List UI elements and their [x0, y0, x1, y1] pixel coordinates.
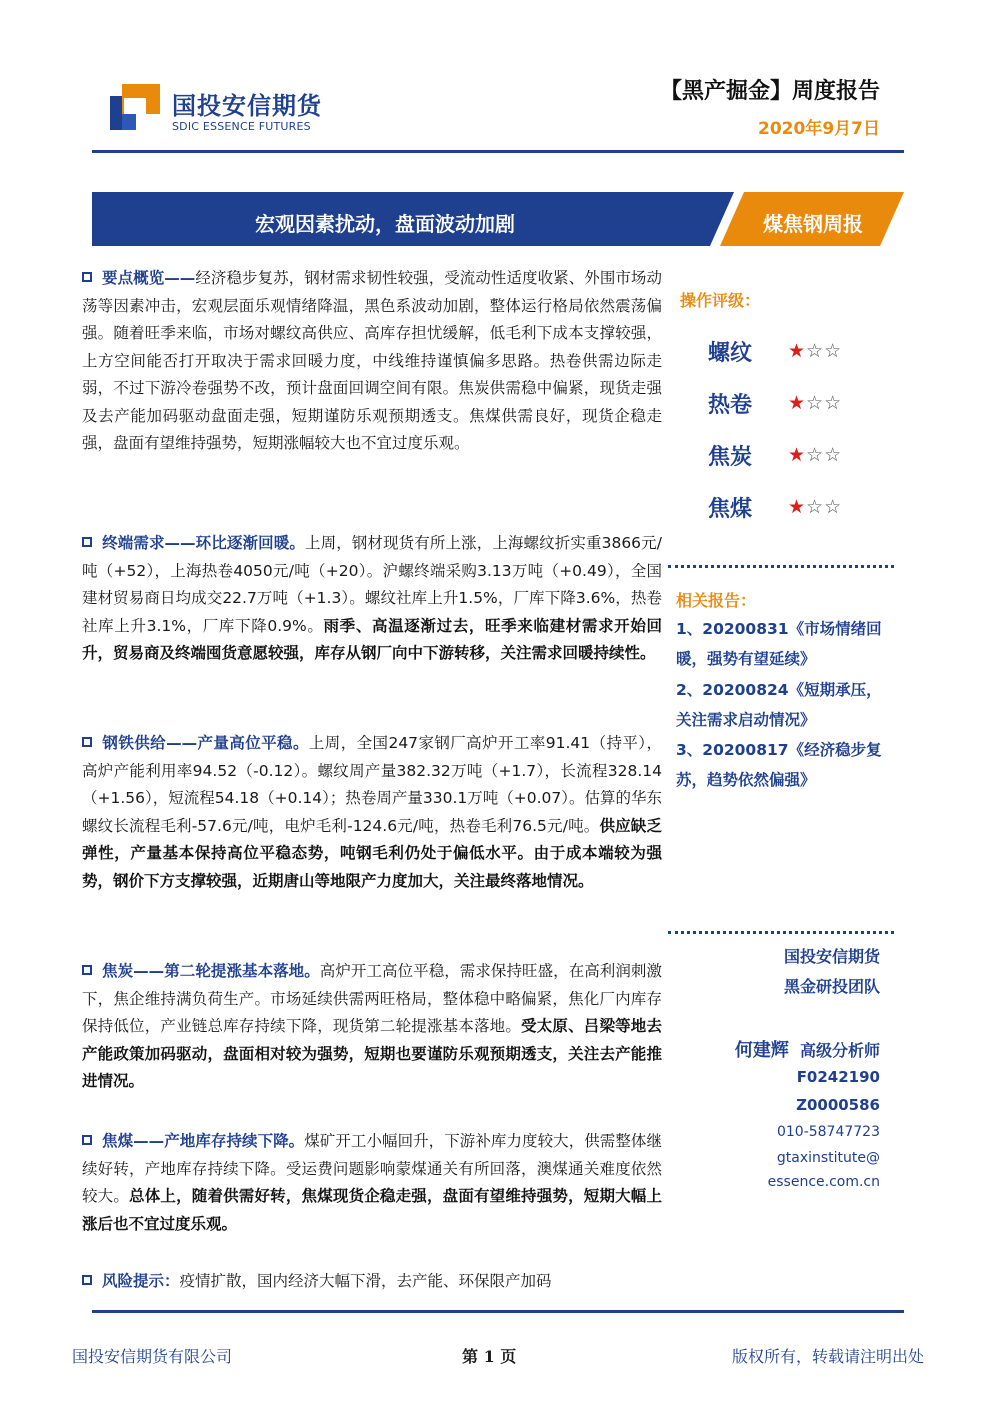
report-title: 【黑产掘金】周度报告 — [659, 79, 880, 104]
star-filled-icon: ★ — [788, 496, 807, 518]
footer-copyright: 版权所有，转载请注明出处 — [731, 1347, 924, 1366]
section-text: 上周，全国247家钢厂高炉开工率91.41（持平），高炉产能利用率94.52（-0.12）。螺纹周产量382.32万吨（+1.7），长流程328.14（+1.56），短流程54.18（+0.14）；热卷周产量330.1万吨（+0.07）。估算的华东螺纹长流程毛利-57.6元/吨，电炉毛利-124.6元/吨，热卷毛利76.5元/吨。 — [82, 734, 662, 835]
rating-stars — [788, 444, 842, 466]
sidebar-divider — [668, 565, 894, 568]
section-conclusion: 受太原、吕梁等地去产能政策加码驱动，盘面相对较为强势，短期也要谨防乐观预期透支，关注去产能推进情况。 — [82, 1017, 662, 1090]
header-divider — [92, 150, 904, 153]
sidebar-divider — [668, 931, 894, 934]
license-z: Z0000586 — [796, 1096, 880, 1114]
rating-title: 操作评级： — [680, 291, 761, 310]
section-heading: 风险提示： — [102, 1272, 180, 1290]
section-conclusion: 总体上，随着供需好转，焦煤现货企稳走强，盘面有望维持强势，短期大幅上涨后也不宜过度乐观。 — [82, 1187, 662, 1233]
email-line-2[interactable]: essence.com.cn — [767, 1174, 880, 1190]
section-coking-coal — [82, 1128, 662, 1238]
section-heading: 钢铁供给——产量高位平稳。 — [102, 734, 309, 752]
rating-name: 焦煤 — [708, 497, 753, 522]
section-text: 疫情扩散，国内经济大幅下滑，去产能、环保限产加码 — [179, 1272, 552, 1290]
bullet-square-icon — [82, 537, 92, 547]
rating-coking-coal — [708, 492, 878, 532]
section-conclusion: 供应缺乏弹性，产量基本保持高位平稳态势，吨钢毛利仍处于偏低水平。由于成本端较为强势，钢价下方支撑较强，近期唐山等地限产力度加大，关注最终落地情况。 — [82, 816, 662, 890]
rating-stars — [788, 392, 842, 414]
section-text: 上周，钢材现货有所上涨，上海螺纹折实重3866元/吨（+52），上海热卷4050元/吨（+20）。沪螺终端采购3.13万吨（+0.49），全国建材贸易商日均成交22.7万吨（+1.3）。螺纹社库上升1.5%，厂库下降3.6%，热卷社库上升3.1%，厂库下降0.9%。 — [82, 534, 662, 635]
star-filled-icon: ★ — [788, 444, 807, 466]
logo-chinese-name: 国投安信期货 — [172, 92, 322, 120]
footer-page-number: 第 1 页 — [462, 1347, 517, 1366]
rating-coke — [708, 440, 878, 480]
bullet-square-icon — [82, 965, 92, 975]
rating-name: 热卷 — [708, 393, 753, 418]
phone: 010-58747723 — [776, 1124, 880, 1140]
rating-name: 焦炭 — [708, 445, 753, 470]
section-coke — [82, 958, 662, 1096]
section-text: 高炉开工高位平稳，需求保持旺盛，在高利润刺激下，焦企维持满负荷生产。市场延续供需两旺格局，整体稳中略偏紧，焦化厂内库存保持低位，产业链总库存持续下降，现货第二轮提涨基本落地。 — [82, 962, 662, 1035]
star-empty-icon: ☆☆ — [806, 496, 843, 518]
logo-english-name: SDIC ESSENCE FUTURES — [172, 120, 311, 133]
rating-rebar — [708, 336, 878, 376]
bullet-square-icon — [82, 737, 92, 747]
section-heading: 焦煤——产地库存持续下降。 — [102, 1132, 305, 1150]
section-text: 煤矿开工小幅回升，下游补库力度较大，供需整体继续好转，产地库存持续下降。受运费问题影响蒙煤通关有所回落，澳煤通关难度依然较大。 — [82, 1132, 662, 1205]
section-overview — [82, 265, 662, 458]
star-empty-icon: ☆☆ — [806, 444, 843, 466]
bullet-square-icon — [82, 1135, 92, 1145]
analyst-name: 何建辉 — [734, 1040, 789, 1061]
section-heading: 要点概览—— — [102, 269, 196, 287]
rating-name: 螺纹 — [708, 341, 753, 366]
rating-stars — [788, 496, 842, 518]
section-demand — [82, 530, 662, 668]
banner-title: 宏观因素扰动，盘面波动加剧 — [255, 212, 515, 236]
bullet-square-icon — [82, 272, 92, 282]
sdic-logo-icon — [110, 84, 160, 130]
report-date: 2020年9月7日 — [758, 119, 880, 139]
rating-hot-coil — [708, 388, 878, 428]
org-name: 国投安信期货 — [783, 947, 880, 966]
banner-tag: 煤焦钢周报 — [763, 212, 863, 236]
section-conclusion: 雨季、高温逐渐过去，旺季来临建材需求开始回升，贸易商及终端囤货意愿较强，库存从钢厂向中下游转移，关注需求回暖持续性。 — [82, 616, 662, 662]
team-name: 黑金研投团队 — [783, 977, 880, 996]
rating-stars — [788, 340, 842, 362]
star-empty-icon: ☆☆ — [806, 392, 843, 414]
footer-company: 国投安信期货有限公司 — [72, 1347, 233, 1366]
star-filled-icon: ★ — [788, 340, 807, 362]
analyst — [735, 1036, 880, 1062]
bullet-square-icon — [82, 1275, 92, 1285]
footer-divider — [92, 1310, 904, 1313]
star-empty-icon: ☆☆ — [806, 340, 843, 362]
analyst-title: 高级分析师 — [799, 1041, 880, 1060]
section-steel-supply — [82, 730, 662, 895]
license-f: F0242190 — [796, 1068, 880, 1086]
related-report-1[interactable]: 1、20200831《市场情绪回暖，强势有望延续》 — [676, 620, 882, 668]
related-title: 相关报告： — [676, 591, 757, 610]
related-report-2[interactable]: 2、20200824《短期承压，关注需求启动情况》 — [676, 681, 882, 729]
section-heading: 终端需求——环比逐渐回暖。 — [102, 534, 305, 552]
section-risk — [82, 1268, 662, 1296]
star-filled-icon: ★ — [788, 392, 807, 414]
related-report-3[interactable]: 3、20200817《经济稳步复苏，趋势依然偏强》 — [676, 741, 882, 789]
section-heading: 焦炭——第二轮提涨基本落地。 — [102, 962, 320, 980]
email-line-1[interactable]: gtaxinstitute@ — [776, 1150, 880, 1166]
section-text: 经济稳步复苏，钢材需求韧性较强，受流动性适度收紧、外围市场动荡等因素冲击，宏观层面乐观情绪降温，黑色系波动加剧，整体运行格局依然震荡偏强。随着旺季来临，市场对螺纹高供应、高库存担忧缓解，低毛利下成本支撑较强，上方空间能否打开取决于需求回暖力度，中线维持谨慎偏多思路。热卷供需边际走弱，不过下游冷卷强势不改，预计盘面回调空间有限。焦炭供需稳中偏紧，现货走强及去产能加码驱动盘面走强，短期谨防乐观预期透支。焦煤供需良好，现货企稳走强，盘面有望维持强势，短期涨幅较大也不宜过度乐观。 — [82, 269, 662, 452]
